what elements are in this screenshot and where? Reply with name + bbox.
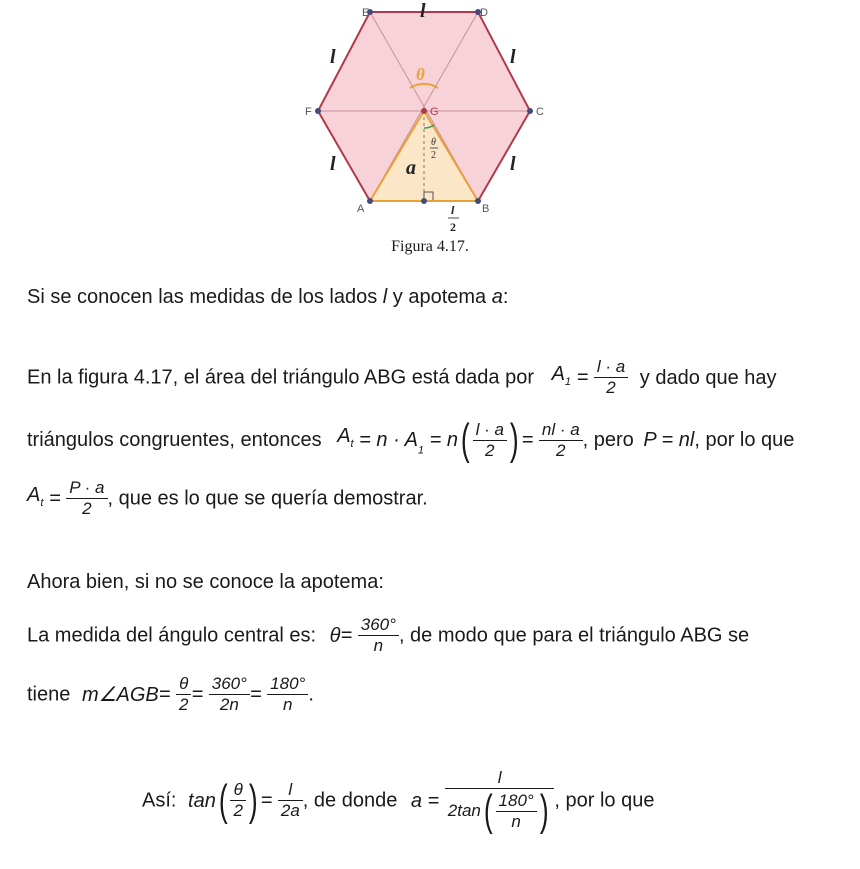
half-theta-num: θ [431,137,436,148]
fraction-nla-over-2: $\frac{nl \cdot a}{2}$ [539,420,583,461]
half-side-den: 2 [450,220,456,234]
paragraph-known-sides: Si se conocen las medidas de los lados l y apotema a: [27,286,509,308]
half-theta-den: 2 [431,150,436,161]
paragraph-unknown-apothem: Ahora bien, si no se conoce la apotema: [27,571,384,593]
center-g-dot [421,108,427,114]
half-side-num: l [451,203,455,217]
paragraph-area-line3: $A_t$ = $\frac{P \cdot a}{2}$ , que es lo que se quería demostrar. [27,478,428,518]
fraction-l-over-2a: $\frac{l}{2a}$ [278,780,303,821]
fraction-180-over-n: $\frac{180^\circ}{n}$ [267,674,308,715]
vertex-f-dot [315,108,321,114]
fraction-pa-over-2: $\frac{P \cdot a}{2}$ [66,478,107,519]
paragraph-tangent: Así: tan( $\frac{\theta}{2}$ ) = $\frac{l}{2a}$ , de donde a = l 2tan( $\frac{180^\circ}{n}$ ) , por lo que [142,768,655,835]
side-label-top: l [420,0,426,22]
midpoint-dot [421,198,427,204]
vertex-a-dot [367,198,373,204]
label-g: G [430,106,439,118]
vertex-c-dot [527,108,533,114]
paragraph-central-angle: La medida del ángulo central es: θ= $\frac{360^\circ}{n}$ , de modo que para el triángulo ABG se [27,615,750,655]
fraction-theta-2-tan: $\frac{\theta}{2}$ [230,780,245,821]
side-label-bottom-right: l [510,153,516,175]
paragraph-angle-agb: tiene m∠AGB= $\frac{\theta}{2}$ = $\frac{360^\circ}{2n}$ = $\frac{180^\circ}{n}$ . [27,674,314,714]
side-label-top-right: l [510,46,516,68]
fraction-apothem-formula: l 2tan( $\frac{180^\circ}{n}$ ) [445,768,555,833]
side-label-top-left: l [330,46,336,68]
label-f: F [305,106,312,118]
fraction-la-over-2-paren: $\frac{l \cdot a}{2}$ [473,420,507,461]
label-d: D [480,7,488,19]
label-c: C [536,106,544,118]
paragraph-area-line1: En la figura 4.17, el área del triángulo ABG está dada por $A_1$ = $\frac{l \cdot a}{2}$ y dado que hay [27,357,777,397]
label-b: B [482,203,490,215]
side-label-bottom-left: l [330,153,336,175]
fraction-theta-over-2: $\frac{\theta}{2}$ [176,674,191,715]
paragraph-area-line2: triángulos congruentes, entonces $A_t = n \cdot A_1 = n$( $\frac{l \cdot a}{2}$ ) = $\frac{nl \cdot a}{2}$ , pero P = nl, por lo que [27,415,795,464]
theta-label: θ [416,65,425,84]
figure-caption: Figura 4.17. [391,238,469,255]
fraction-la-over-2: $\frac{l \cdot a}{2}$ [594,357,628,398]
label-a: A [357,203,365,215]
fraction-360-over-2n: $\frac{360^\circ}{2n}$ [209,674,250,715]
hexagon-figure [300,0,560,238]
fraction-360-over-n: $\frac{360^\circ}{n}$ [358,615,399,656]
vertex-b-dot [475,198,481,204]
apothem-label: a [406,157,416,179]
label-e: E [362,7,370,19]
